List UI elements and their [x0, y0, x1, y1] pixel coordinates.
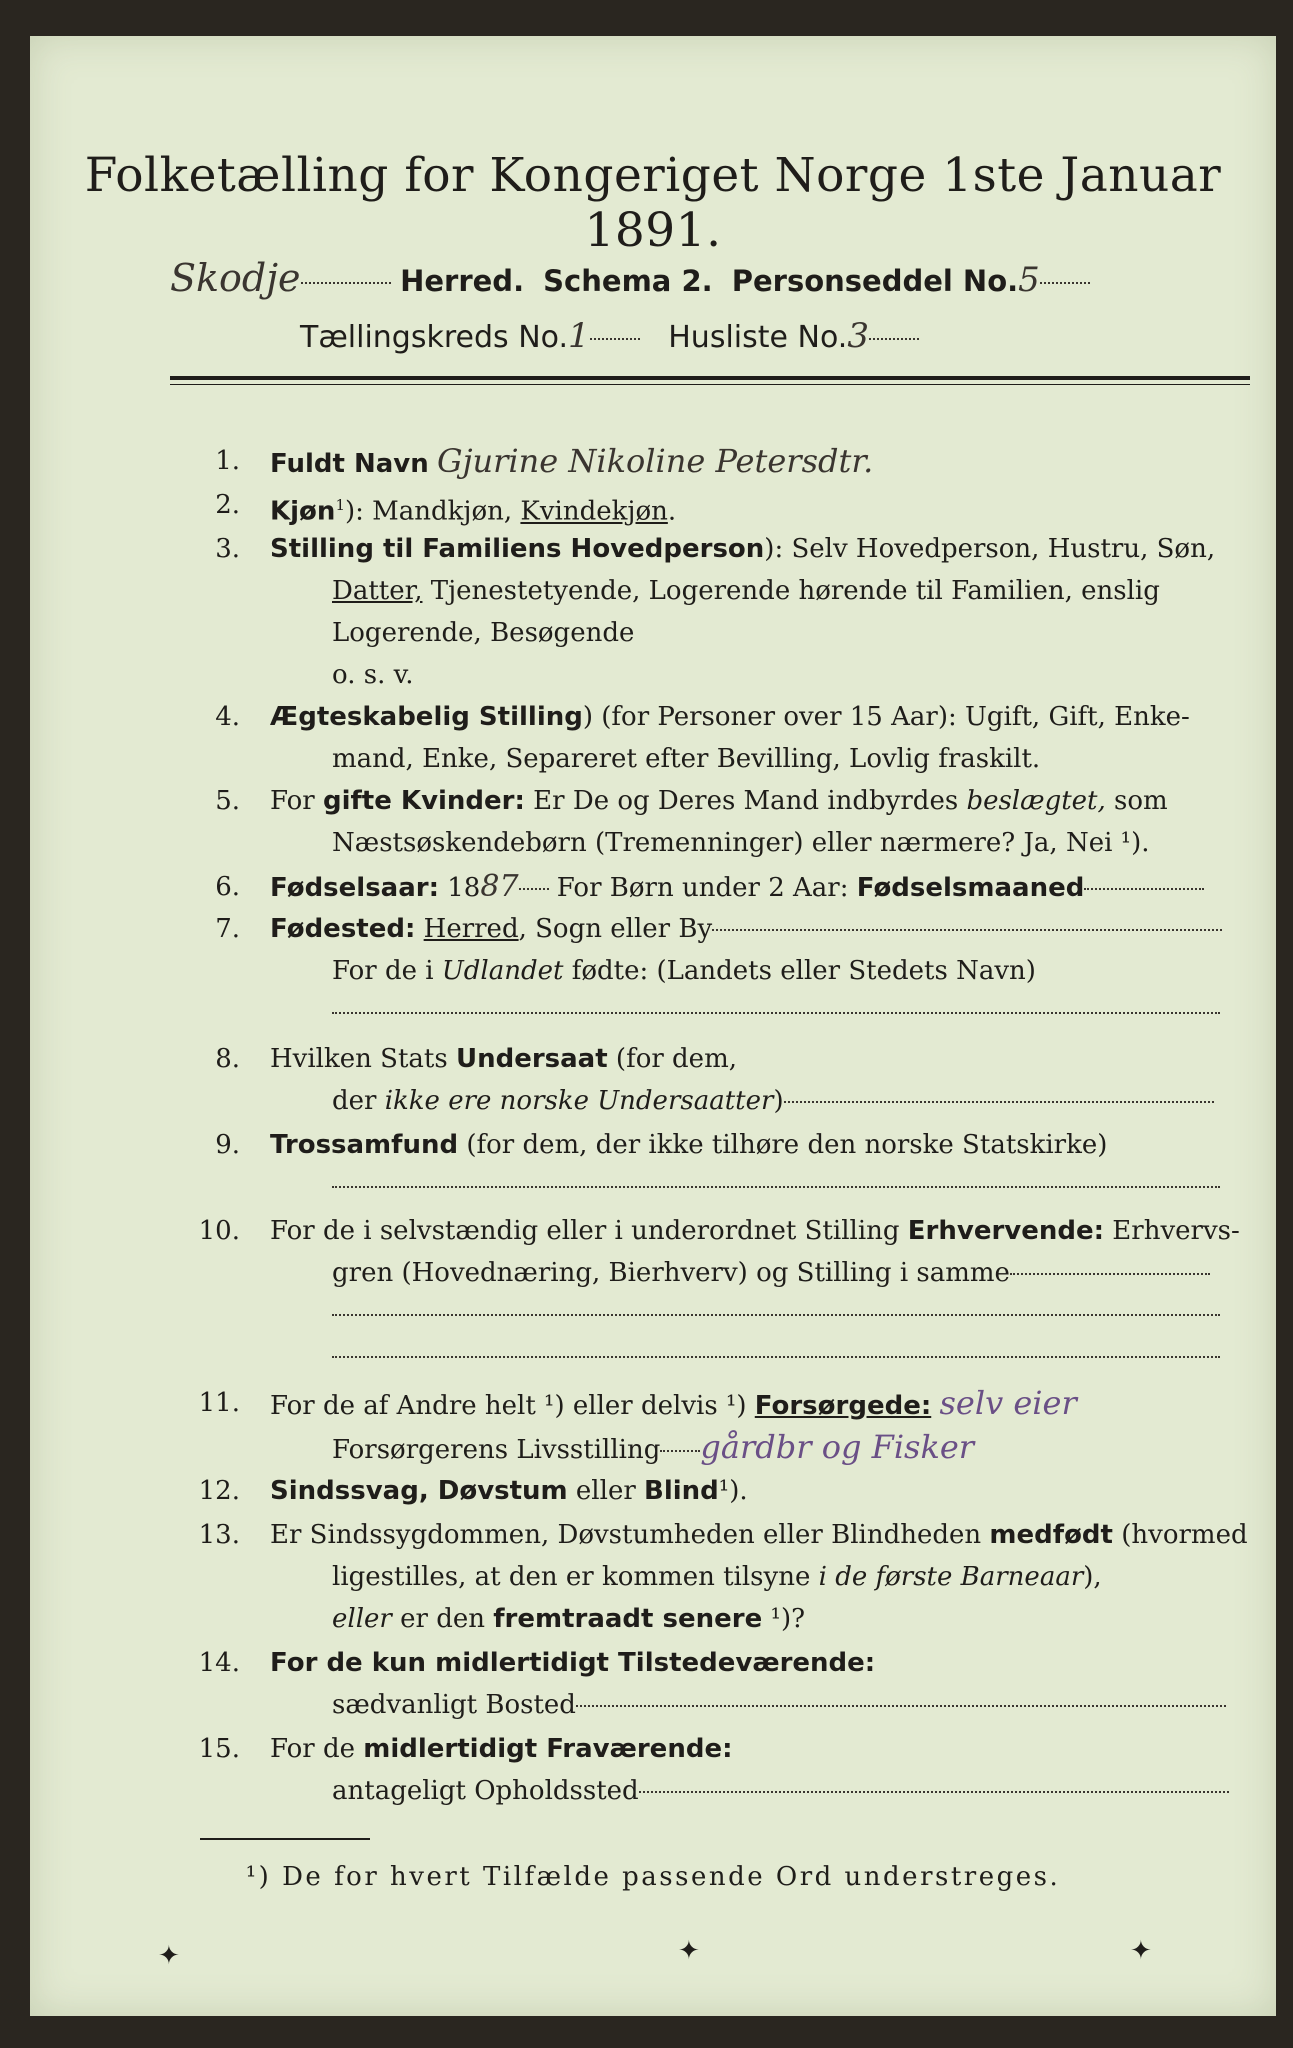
- text: (for dem, der ikke tilhøre den norske Statskirke): [458, 1130, 1108, 1160]
- text: ¹).: [718, 1476, 748, 1506]
- label-undersaat: Undersaat: [455, 1044, 608, 1074]
- label-tilstedevaerende: For de kun midlertidigt Tilstedeværende:: [270, 1648, 876, 1678]
- text: fødte: (Landets eller Stedets Navn): [563, 956, 1036, 986]
- label-blind: Blind: [644, 1476, 719, 1506]
- text: eller: [567, 1476, 645, 1506]
- dotted-fill: [639, 1791, 1229, 1793]
- value-birth-year: 87: [480, 869, 519, 904]
- text: (for dem,: [607, 1044, 737, 1074]
- header-rule-thin: [170, 384, 1250, 385]
- item-number: 5.: [215, 786, 240, 816]
- item-number: 9.: [215, 1130, 240, 1160]
- item-number: 8.: [215, 1044, 240, 1074]
- text: , Sogn eller By: [518, 914, 713, 944]
- item-7-line-2: [332, 950, 1036, 992]
- text-italic: beslægtet,: [966, 786, 1106, 816]
- item-number: 1.: [215, 446, 240, 476]
- text: For Børn under 2 Aar:: [548, 873, 857, 903]
- item-4-line-2: mand, Enke, Separeret efter Bevilling, Lovlig fraskilt.: [332, 744, 1041, 774]
- item-11-line-2: [332, 1426, 974, 1471]
- label-forsorgede: Forsørgede:: [754, 1391, 932, 1421]
- text: er den: [391, 1604, 494, 1634]
- dotted-fill: [1010, 1273, 1210, 1275]
- label-erhvervende: Erhvervende:: [907, 1216, 1105, 1246]
- item-number: 15.: [198, 1734, 240, 1764]
- label-kjon: Kjøn: [270, 496, 336, 527]
- personseddel-label: Personseddel No.: [731, 264, 1019, 298]
- dotted-fill: [712, 929, 1222, 931]
- header-rule: [170, 376, 1250, 380]
- item-number: 4.: [215, 702, 240, 732]
- item-5-line-2: Næstsøskendebørn (Tremenninger) eller nærmere? Ja, Nei ¹).: [332, 828, 1150, 858]
- herred-label: Herred.: [400, 264, 525, 298]
- value-supported: selv eier: [939, 1384, 1077, 1422]
- item-15-line-2: [332, 1770, 1229, 1812]
- text-italic: eller: [332, 1604, 392, 1634]
- item-number: 3.: [215, 534, 240, 564]
- item-3-line-2: [332, 570, 1160, 612]
- kreds-label: Tællingskreds No.: [300, 320, 568, 355]
- label-fremtraadt: fremtraadt senere: [493, 1604, 763, 1634]
- census-form-sheet: [30, 36, 1276, 2016]
- value-full-name: Gjurine Nikoline Petersdtr.: [437, 442, 874, 480]
- text-italic: Udlandet: [441, 956, 564, 986]
- header-line-kreds: [300, 316, 1200, 356]
- footnote-rule: [200, 1838, 370, 1840]
- footnote: ¹) De for hvert Tilfælde passende Ord understreges.: [245, 1862, 1061, 1892]
- item-number: 13.: [198, 1520, 240, 1550]
- birthplace-selected: Herred: [423, 914, 519, 944]
- label-medfodt: medfødt: [989, 1520, 1113, 1550]
- item-3-line-3: Logerende, Besøgende: [332, 618, 635, 648]
- text: For de: [270, 1734, 364, 1764]
- position-selected: Datter,: [332, 576, 423, 606]
- crosshair-mark-icon: ✦: [1130, 1936, 1152, 1966]
- dotted-fill: [869, 338, 919, 340]
- blank-line: [332, 1356, 1220, 1358]
- item-number: 7.: [215, 914, 240, 944]
- dotted-fill: [590, 338, 640, 340]
- schema-label: Schema 2.: [543, 264, 713, 298]
- text-italic: i de første Barneaar: [818, 1562, 1084, 1592]
- text: ): Selv Hovedperson, Hustru, Søn,: [764, 534, 1216, 564]
- item-number: 2.: [215, 490, 240, 520]
- text-italic: ikke ere norske Undersaatter: [384, 1086, 774, 1116]
- item-13-line-3: [332, 1598, 805, 1640]
- text: Erhvervs-: [1104, 1216, 1240, 1246]
- text: ¹)?: [762, 1604, 806, 1634]
- text: gren (Hovednæring, Bierhverv) og Stilling i samme: [332, 1258, 1010, 1288]
- label-aegteskabelig: Ægteskabelig Stilling: [270, 702, 583, 732]
- label-trossamfund: Trossamfund: [270, 1130, 459, 1160]
- footnote-ref: 1: [335, 496, 345, 514]
- personseddel-value: 5: [1018, 260, 1040, 300]
- text: ligestilles, at den er kommen tilsyne: [332, 1562, 819, 1592]
- punct: .: [667, 496, 677, 527]
- label-fravaerende: midlertidigt Fraværende:: [363, 1734, 733, 1764]
- label-gifte-kvinder: gifte Kvinder:: [322, 786, 525, 816]
- dotted-fill: [1040, 282, 1090, 284]
- dotted-fill: [660, 1450, 700, 1452]
- item-13-line-2: [332, 1556, 1102, 1598]
- husliste-label: Husliste No.: [668, 320, 848, 355]
- sex-selected: Kvindekjøn: [520, 496, 668, 527]
- husliste-value: 3: [847, 316, 869, 356]
- text: Forsørgerens Livsstilling: [332, 1435, 661, 1465]
- text: Er De og Deres Mand indbyrdes: [524, 786, 967, 816]
- label-fodselsmaaned: Fødselsmaaned: [856, 873, 1085, 903]
- crosshair-mark-icon: ✦: [678, 1936, 700, 1966]
- item-number: 12.: [198, 1476, 240, 1506]
- item-number: 10.: [198, 1216, 240, 1246]
- dotted-fill: [576, 1705, 1226, 1707]
- text: ) (for Personer over 15 Aar): Ugift, Gift, Enke-: [582, 702, 1190, 732]
- text: For de i: [332, 956, 442, 986]
- blank-line: [332, 1186, 1220, 1188]
- dotted-fill: [784, 1101, 1214, 1103]
- header-line-herred: [170, 256, 1250, 300]
- item-8-line-2: [332, 1080, 1214, 1122]
- dotted-fill: [519, 888, 549, 890]
- text: ),: [1083, 1562, 1102, 1592]
- label-stilling: Stilling til Familiens Hovedperson: [270, 534, 765, 564]
- item-number: 6.: [215, 872, 240, 902]
- blank-line: [332, 1314, 1220, 1316]
- item-3-line-4: o. s. v.: [332, 660, 414, 690]
- text: Hvilken Stats: [270, 1044, 456, 1074]
- text: der: [332, 1086, 385, 1116]
- label-fuldt-navn: Fuldt Navn: [270, 449, 429, 479]
- item-14-line-2: [332, 1684, 1226, 1726]
- value-provider-occupation: gårdbr og Fisker: [700, 1428, 975, 1466]
- text: For de i selvstændig eller i underordnet Stilling: [270, 1216, 908, 1246]
- kreds-value: 1: [568, 316, 590, 356]
- item-number: 14.: [198, 1648, 240, 1678]
- herred-value: Skodje: [170, 256, 301, 300]
- label-sindssvag: Sindssvag, Døvstum: [270, 1476, 568, 1506]
- text: ): [773, 1086, 784, 1116]
- item-number: 11.: [198, 1388, 240, 1418]
- sex-options: ): Mandkjøn,: [344, 496, 521, 527]
- text: sædvanligt Bosted: [332, 1690, 576, 1720]
- text: 18: [439, 873, 481, 903]
- text: (hvormed: [1112, 1520, 1248, 1550]
- text: antageligt Opholdssted: [332, 1776, 639, 1806]
- item-10-line-2: [332, 1252, 1210, 1294]
- text: For de af Andre helt ¹) eller delvis ¹): [270, 1391, 755, 1421]
- text: For: [270, 786, 323, 816]
- label-fodested: Fødested:: [270, 914, 416, 944]
- text: Tjenestetyende, Logerende hørende til Familien, enslig: [422, 576, 1160, 606]
- form-title: Folketælling for Kongeriget Norge 1ste Januar 1891.: [84, 148, 1222, 258]
- text: som: [1105, 786, 1168, 816]
- label-fodselsaar: Fødselsaar:: [270, 873, 439, 903]
- dotted-fill: [1084, 888, 1204, 890]
- blank-line: [332, 1012, 1220, 1014]
- text: Er Sindssygdommen, Døvstumheden eller Blindheden: [270, 1520, 990, 1550]
- dotted-fill: [301, 282, 391, 284]
- crosshair-mark-icon: ✦: [158, 1941, 180, 1971]
